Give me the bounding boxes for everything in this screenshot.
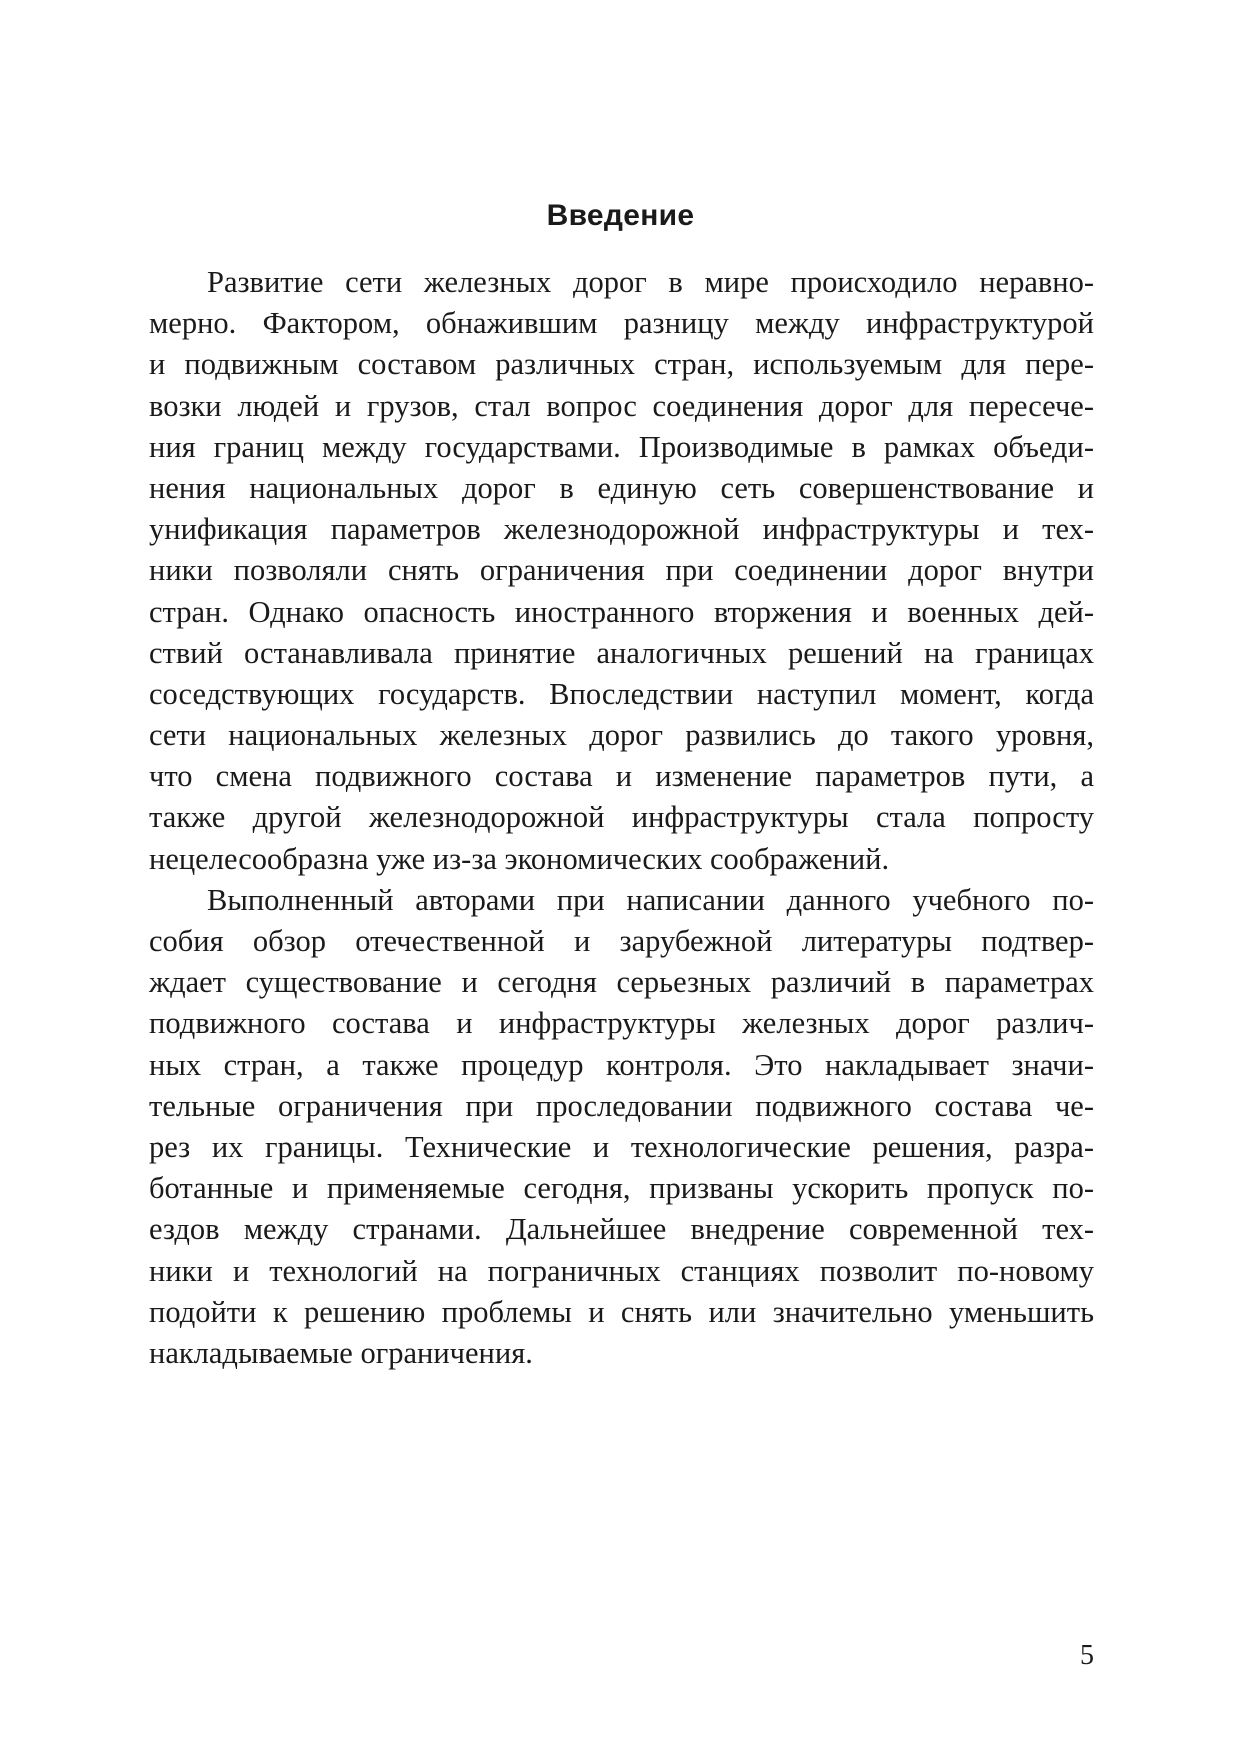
text-line: Выполненный авторами при написании данного учебного по- [207,882,1094,917]
page-number: 5 [1080,1640,1094,1671]
text-line: также другой железнодорожной инфраструктуры стала попросту [149,800,1094,835]
text-line: ники и технологий на пограничных станциях позволит по-новому [149,1253,1094,1288]
text-line: ния границ между государствами. Производимые в рамках объеди- [149,429,1094,464]
text-line: соседствующих государств. Впоследствии наступил момент, когда [149,676,1094,711]
body-text [149,262,1094,1374]
paragraph-1 [149,262,1094,880]
text-line: собия обзор отечественной и зарубежной литературы подтвер- [149,924,1094,958]
text-line: тельные ограничения при проследовании подвижного состава че- [149,1088,1094,1123]
text-line: Развитие сети железных дорог в мире происходило неравно- [207,265,1094,299]
text-line: подойти к решению проблемы и снять или значительно уменьшить [149,1294,1094,1329]
text-line: что смена подвижного состава и изменение параметров пути, а [149,759,1094,794]
text-line: ствий останавливала принятие аналогичных решений на границах [149,635,1094,670]
text-line: и подвижным составом различных стран, используемым для пере- [149,347,1094,382]
text-line: ники позволяли снять ограничения при соединении дорог внутри [149,553,1094,588]
text-line: подвижного состава и инфраструктуры железных дорог различ- [149,1006,1094,1041]
text-line: нецелесообразна уже из-за экономических соображений. [149,841,890,876]
text-line: мерно. Фактором, обнажившим разницу между инфраструктурой [149,306,1094,341]
text-line: рез их границы. Технические и технологические решения, разра- [149,1129,1094,1164]
text-line: возки людей и грузов, стал вопрос соединения дорог для пересече- [149,388,1094,423]
paragraph-2 [149,880,1094,1374]
text-line: ных стран, а также процедур контроля. Это накладывает значи- [149,1047,1094,1082]
text-line: ботанные и применяемые сегодня, призваны ускорить пропуск по- [149,1171,1094,1206]
text-line: ездов между странами. Дальнейшее внедрение современной тех- [149,1212,1094,1247]
text-line: нения национальных дорог в единую сеть совершенствование и [149,470,1094,505]
text-line: унификация параметров железнодорожной инфраструктуры и тех- [149,512,1094,547]
text-line: стран. Однако опасность иностранного вторжения и военных дей- [149,594,1094,629]
text-line: накладываемые ограничения. [149,1335,533,1370]
text-line: сети национальных железных дорог развились до такого уровня, [149,718,1094,753]
text-line: ждает существование и сегодня серьезных различий в параметрах [149,965,1094,1000]
page-title: Введение [546,199,695,232]
